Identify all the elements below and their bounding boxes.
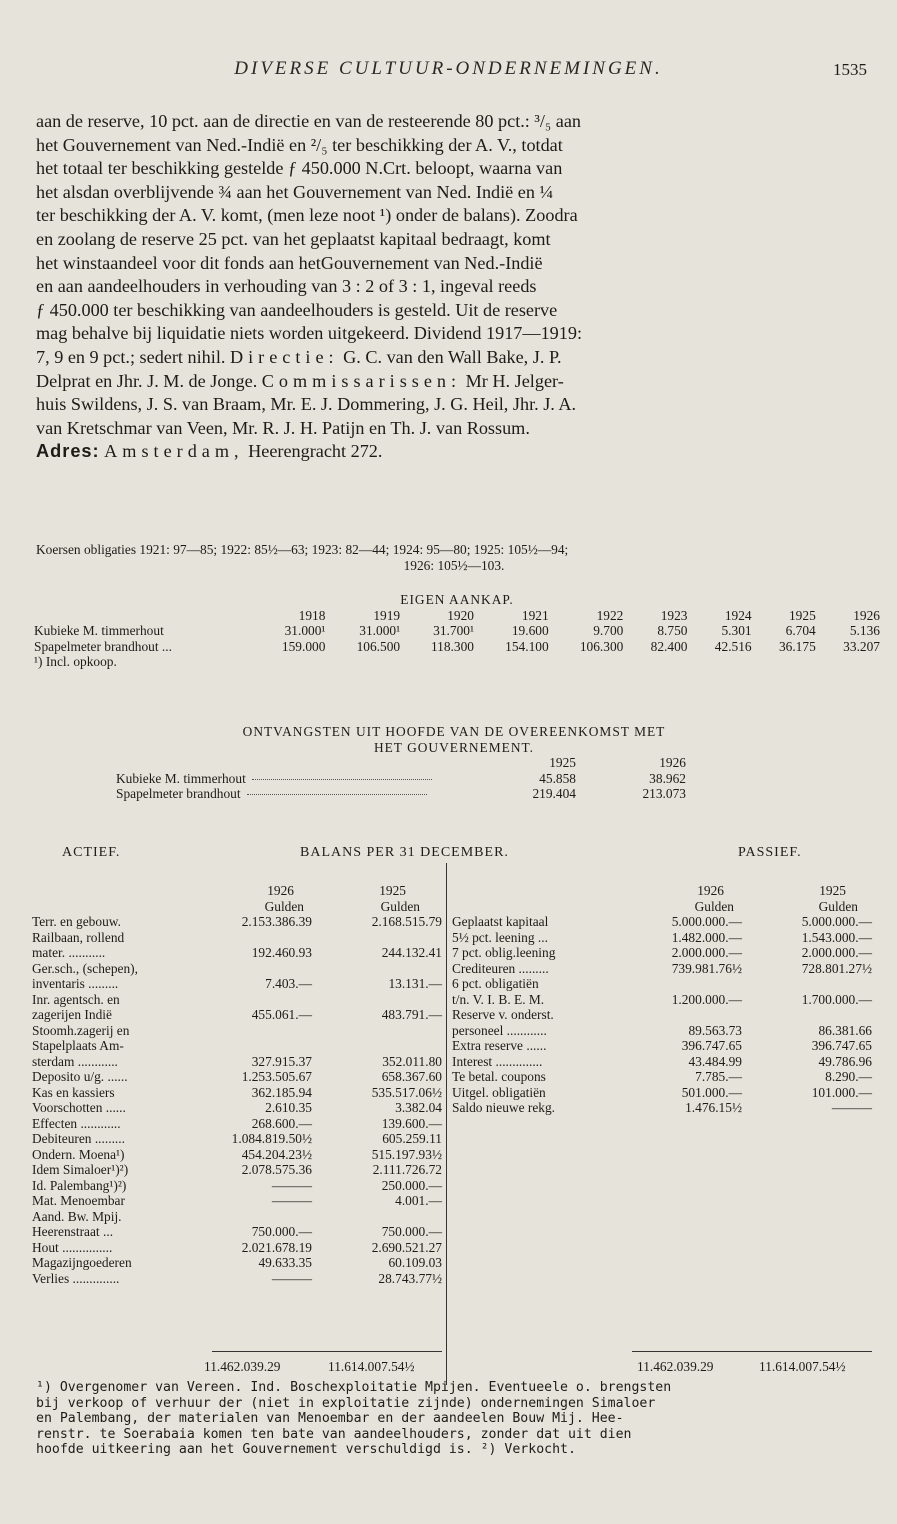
table-cell: 2.610.35 [265,1100,312,1115]
table-cell: 1.084.819.50½ [231,1131,312,1146]
footnote-line: ¹) Overgenomer van Vereen. Ind. Boschexploitatie Mpijen. Eventueele o. brengsten [36,1380,672,1395]
table-cell: 739.981.76½ [671,960,742,976]
table-cell: 49.786.96 [818,1053,872,1069]
year-header: 1919 [373,607,401,623]
table-row [452,1007,872,1023]
table-row [32,1131,442,1147]
row-label: Heerenstraat ... [32,1224,114,1239]
table-row [32,1224,442,1240]
table-cell [202,1023,312,1039]
table-cell: 1.700.000.— [801,991,872,1007]
table-cell: 101.000.— [811,1084,872,1100]
table-cell: 159.000 [281,638,326,654]
eigen-aankap-section [34,592,880,670]
table-cell: 60.109.03 [388,1255,442,1270]
total-rule [632,1351,872,1352]
table-cell: 362.185.94 [251,1084,312,1100]
table-row [34,639,880,655]
eigen-aankap-table [34,608,880,655]
table-cell: 396.747.65 [811,1038,872,1053]
table-cell: 2.021.678.19 [241,1239,312,1255]
table-cell [312,1209,442,1225]
table-cell: 2.690.521.27 [371,1239,442,1255]
table-cell [742,1007,872,1023]
table-row [32,1193,442,1209]
table-cell: 19.600 [511,623,549,638]
year-header: 1918 [298,607,326,623]
table-cell: 5.000.000.— [671,914,742,929]
row-label: Ondern. Moena¹) [32,1146,125,1162]
total-passief-1926: 11.462.039.29 [637,1359,714,1374]
commissarissen-label: Commissarissen: [261,370,462,391]
table-cell [312,992,442,1008]
year-header: 1925 [819,883,846,898]
row-label: Kas en kassiers [32,1084,115,1100]
table-cell: 31.000¹ [284,623,326,638]
row-label: Te betal. coupons [452,1069,546,1084]
table-cell: 352.011.80 [382,1053,442,1069]
row-label: Interest .............. [452,1053,543,1069]
directie-label: Directie: [229,346,339,367]
unit-header: Gulden [380,898,420,914]
row-label [116,786,466,802]
row-label: Crediteuren ......... [452,960,549,976]
table-row [32,1023,442,1039]
table-cell [202,992,312,1008]
text-fragment: 7, 9 en 9 pct.; sedert nihil. [36,346,226,367]
running-title: DIVERSE CULTUUR-ONDERNEMINGEN. [234,58,663,79]
table-cell: 5.000.000.— [801,914,872,929]
table-row [452,976,872,992]
text-line: ter beschikking der A. V. komt, (men leze noot ¹) onder de balans). Zoodra [36,205,578,226]
text-line: en zoolang de reserve 25 pct. van het geplaatst kapitaal bedraagt, komt [36,228,551,249]
table-cell [312,961,442,977]
row-label: Inr. agentsch. en [32,991,120,1007]
row-label: Voorschotten ...... [32,1100,126,1115]
leader-dots [247,794,427,795]
address-street: Heerengracht 272. [248,441,383,462]
table-row [32,1271,442,1287]
table-row [32,1038,442,1054]
year-header: 1920 [447,607,474,623]
actief-rows [32,914,442,1286]
table-cell: 192.460.93 [251,945,312,960]
table-row [32,1100,442,1116]
column-divider [446,863,447,1385]
table-footnote: ¹) Incl. opkoop. [34,654,117,669]
table-row [116,786,686,802]
table-row [32,1162,442,1178]
text-line: aan de reserve, 10 pct. aan de directie en van de resteerende 80 pct.: ³/₅ aan [36,111,582,131]
year-header: 1923 [660,607,688,623]
table-cell [32,883,202,899]
text-line: huis Swildens, J. S. van Braam, Mr. E. J. Dommering, J. G. Heil, Jhr. J. A. [36,394,577,415]
passief-table [452,883,872,1116]
row-label: personeel ............ [452,1022,547,1038]
table-cell: 8.290.— [825,1069,872,1084]
footnote-line: bij verkoop of verhuur der (niet in exploitatie zijnde) ondernemingen Simaloer [36,1395,656,1411]
table-row [452,1038,872,1054]
table-cell: 2.111.726.72 [372,1162,442,1177]
table-cell: ——— [831,1100,872,1115]
table-cell: 728.801.27½ [801,960,872,976]
table-cell: 244.132.41 [381,945,442,960]
table-header-row [32,899,442,915]
row-label [116,771,466,787]
row-label: Id. Palembang¹)²) [32,1177,127,1193]
table-cell: 49.633.35 [258,1255,312,1270]
row-label: Verlies .............. [32,1270,120,1286]
table-cell [312,1023,442,1039]
table-cell: 1.543.000.— [801,929,872,945]
footnote-line: en Palembang, der materialen van Menoembar en der aandeelen Bouw Mij. Hee- [36,1411,624,1427]
table-cell: 219.404 [532,786,576,801]
table-row [452,1069,872,1085]
year-header: 1926 [267,883,294,898]
year-header: 1926 [697,883,724,898]
table-cell: 605.259.11 [382,1131,442,1146]
table-cell: 31.000¹ [359,623,401,638]
table-row [32,961,442,977]
table-cell: 1.253.505.67 [241,1069,312,1084]
row-label: Spapelmeter brandhout ... [34,638,172,654]
table-cell: 31.700¹ [433,623,474,638]
text-line: het winstaandeel voor dit fonds aan hetGouvernement van Ned.-Indië [36,252,543,273]
table-cell: 250.000.— [381,1177,442,1193]
table-cell: 7.403.— [265,976,312,991]
table-row [32,976,442,992]
table-cell: 750.000.— [381,1224,442,1239]
table-cell: 535.517.06½ [371,1084,442,1100]
row-label: Debiteuren ......... [32,1131,125,1146]
table-cell: 454.204.23½ [241,1146,312,1162]
table-cell [202,1038,312,1054]
table-cell: 33.207 [843,638,880,654]
footnote-line: renstr. te Soerabaia komen ten bate van aandeelhouders, zonder dat uit dien [36,1426,632,1442]
row-label: Aand. Bw. Mpij. [32,1208,122,1224]
table-row [32,1069,442,1085]
table-row [452,1085,872,1101]
table-cell: 6.704 [785,623,816,638]
address-city: Amsterdam, [104,441,244,462]
text-line: het alsdan overblijvende ¾ aan het Gouvernement van Ned. Indië en ¼ [36,181,554,202]
table-cell: 86.381.66 [818,1022,872,1038]
balance-totals [32,1359,872,1377]
total-passief-1925: 11.614.007.54½ [759,1359,846,1374]
table-row [452,945,872,961]
table-cell: 8.750 [657,623,688,638]
table-cell: 658.367.60 [381,1069,442,1084]
total-rule [212,1351,442,1352]
table-row [452,961,872,977]
table-cell: 455.061.— [251,1007,312,1022]
table-row [452,930,872,946]
text-line: van Kretschmar van Veen, Mr. R. J. H. Patijn en Th. J. van Rossum. [36,417,530,438]
text-line [36,346,872,370]
table-header-row [452,883,872,899]
table-header-row [32,883,442,899]
table-cell [116,755,466,771]
table-cell: 327.915.37 [251,1053,312,1069]
table-row [32,930,442,946]
row-label: Stoomh.zagerij en [32,1022,130,1038]
row-label: Effecten ............ [32,1115,121,1131]
table-cell [32,899,202,915]
table-cell: 2.078.575.36 [241,1162,312,1177]
row-label: Extra reserve ...... [452,1038,547,1053]
row-label: Reserve v. onderst. [452,1007,554,1022]
table-cell [632,976,742,992]
table-cell: 2.000.000.— [671,945,742,960]
table-row [32,992,442,1008]
table-cell: 42.516 [714,638,752,654]
table-cell: 4.001.— [395,1193,442,1208]
table-row [32,1116,442,1132]
row-label: inventaris ......... [32,976,119,991]
table-cell: 1.482.000.— [671,929,742,945]
text-line: en aan aandeelhouders in verhouding van 3 : 2 of 3 : 1, ingeval reeds [36,276,537,297]
table-cell [742,976,872,992]
text-line [36,370,872,394]
year-header: 1924 [724,607,752,623]
balance-headings [32,845,872,863]
table-cell: 38.962 [649,770,686,786]
table-cell: 154.100 [505,638,549,654]
row-label: sterdam ............ [32,1053,118,1069]
year-header: 1925 [788,607,816,623]
table-row [32,1178,442,1194]
running-header [0,58,897,88]
table-cell: 82.400 [650,638,688,654]
table-cell: 43.484.99 [688,1053,742,1069]
passief-label: PASSIEF. [738,845,802,860]
table-header-row [34,608,880,624]
balance-title: BALANS PER 31 DECEMBER. [300,845,509,860]
row-label: Ger.sch., (schepen), [32,960,138,976]
row-label: Stapelplaats Am- [32,1038,124,1053]
table-cell: 483.791.— [381,1007,442,1022]
row-label-text: Spapelmeter brandhout [116,786,241,801]
section-title: EIGEN AANKAP. [400,592,514,607]
table-row [452,914,872,930]
unit-header: Gulden [818,898,858,914]
row-label: 7 pct. oblig.leening [452,945,556,960]
actief-label: ACTIEF. [62,845,121,860]
row-label-text: Kubieke M. timmerhout [116,770,246,786]
footnote-line: hoofde uitkeering aan het Gouvernement verschuldigd is. ²) Verkocht. [36,1442,576,1458]
row-label: Deposito u/g. ...... [32,1069,128,1084]
row-label: Railbaan, rollend [32,929,125,945]
text-fragment: G. C. van den Wall Bake, J. P. [343,346,562,367]
year-header: 1922 [596,607,624,623]
table-cell: 139.600.— [381,1115,442,1131]
table-cell: 1.200.000.— [671,991,742,1007]
section-title: HET GOUVERNEMENT. [373,739,535,755]
row-label: Uitgel. obligatiën [452,1084,546,1100]
row-label: 6 pct. obligatiën [452,976,539,991]
row-label: Mat. Menoembar [32,1193,125,1208]
table-cell: 268.600.— [251,1115,312,1131]
year-header: 1925 [379,883,406,898]
table-cell: 9.700 [593,623,624,638]
text-fragment: Mr H. Jelger- [465,370,564,391]
table-cell: 7.785.— [695,1069,742,1084]
table-cell: ——— [271,1177,312,1193]
balance-footnote [36,1380,872,1458]
table-row [32,914,442,930]
table-cell: 13.131.— [388,976,442,991]
row-label: Hout ............... [32,1239,113,1255]
table-cell: 36.175 [778,638,816,654]
table-cell: 28.743.77½ [378,1270,442,1286]
table-cell [452,883,632,899]
table-cell: 213.073 [642,786,686,801]
table-header-row [452,899,872,915]
text-line: mag behalve bij liquidatie niets worden uitgekeerd. Dividend 1917—1919: [36,323,583,344]
table-row [32,1054,442,1070]
table-cell: 2.168.515.79 [371,914,442,929]
table-row [452,992,872,1008]
text-line: het totaal ter beschikking gestelde ƒ 450.000 N.Crt. beloopt, waarna van [36,158,563,179]
row-label: 5½ pct. leening ... [452,929,548,945]
table-row [452,1023,872,1039]
actief-table [32,883,442,1286]
unit-header: Gulden [694,898,734,914]
table-row [32,1085,442,1101]
table-cell [312,930,442,946]
table-cell [312,1038,442,1054]
table-cell [202,961,312,977]
bond-prices-line: Koersen obligaties 1921: 97—85; 1922: 85½—63; 1923: 82—44; 1924: 95—80; 1925: 105½—94; [36,542,569,557]
table-cell: 2.000.000.— [801,945,872,960]
row-label: Magazijngoederen [32,1255,132,1270]
address-label: Adres: [36,441,100,462]
unit-header: Gulden [264,898,304,914]
section-title: ONTVANGSTEN UIT HOOFDE VAN DE OVEREENKOMST MET [242,724,666,739]
table-cell: 45.858 [539,770,576,786]
row-label: mater. ........... [32,945,106,960]
table-row [116,771,686,787]
table-cell [34,608,251,624]
bond-prices [36,542,872,573]
row-label: Kubieke M. timmerhout [34,623,164,638]
text-fragment: Delprat en Jhr. J. M. de Jonge. [36,370,258,391]
table-row [32,1147,442,1163]
table-cell: ——— [271,1270,312,1286]
table-cell: 501.000.— [681,1084,742,1100]
ontvangsten-table [116,755,686,802]
year-header: 1926 [659,755,686,770]
text-line: ƒ 450.000 ter beschikking van aandeelhouders is gesteld. Uit de reserve [36,299,558,320]
table-row [452,1054,872,1070]
balance-sheet [32,845,872,1374]
table-cell: 118.300 [430,638,474,654]
table-cell: 750.000.— [251,1224,312,1239]
page-number: 1535 [833,60,867,79]
table-row [32,945,442,961]
table-cell: 5.301 [721,623,752,638]
row-label: Saldo nieuwe rekg. [452,1100,556,1115]
table-cell: 5.136 [849,623,880,638]
table-row [32,1007,442,1023]
row-label: Terr. en gebouw. [32,914,121,929]
leader-dots [252,779,432,780]
year-header: 1921 [521,607,549,623]
year-header: 1926 [853,607,880,623]
table-row [32,1209,442,1225]
bond-prices-line: 1926: 105½—103. [403,557,505,573]
table-cell [202,1209,312,1225]
table-row [32,1240,442,1256]
company-description [36,110,872,464]
text-line: het Gouvernement van Ned.-Indië en ²/₅ ter beschikking der A. V., totdat [36,134,563,155]
row-label: Idem Simaloer¹)²) [32,1162,129,1177]
table-cell [452,899,632,915]
table-cell [202,930,312,946]
row-label: zagerijen Indië [32,1007,112,1022]
passief-rows [452,914,872,1116]
table-cell [632,1007,742,1023]
row-label: Geplaatst kapitaal [452,914,549,929]
total-actief-1925: 11.614.007.54½ [328,1359,415,1374]
total-actief-1926: 11.462.039.29 [204,1359,281,1374]
table-cell: 1.476.15½ [685,1100,742,1115]
table-cell: 89.563.73 [688,1022,742,1038]
ontvangsten-section [36,724,872,802]
table-row [452,1100,872,1116]
table-cell: 3.382.04 [395,1100,442,1115]
table-cell: 396.747.65 [681,1038,742,1053]
table-row [34,623,880,639]
table-cell: 2.153.386.39 [241,914,312,929]
table-cell: ——— [271,1193,312,1208]
table-cell: 515.197.93½ [371,1146,442,1162]
row-label: t/n. V. I. B. E. M. [452,991,545,1007]
table-cell: 106.300 [579,638,624,654]
table-header-row [116,755,686,771]
table-cell: 106.500 [356,638,401,654]
table-row [32,1255,442,1271]
year-header: 1925 [549,755,576,770]
address-line [36,440,872,464]
